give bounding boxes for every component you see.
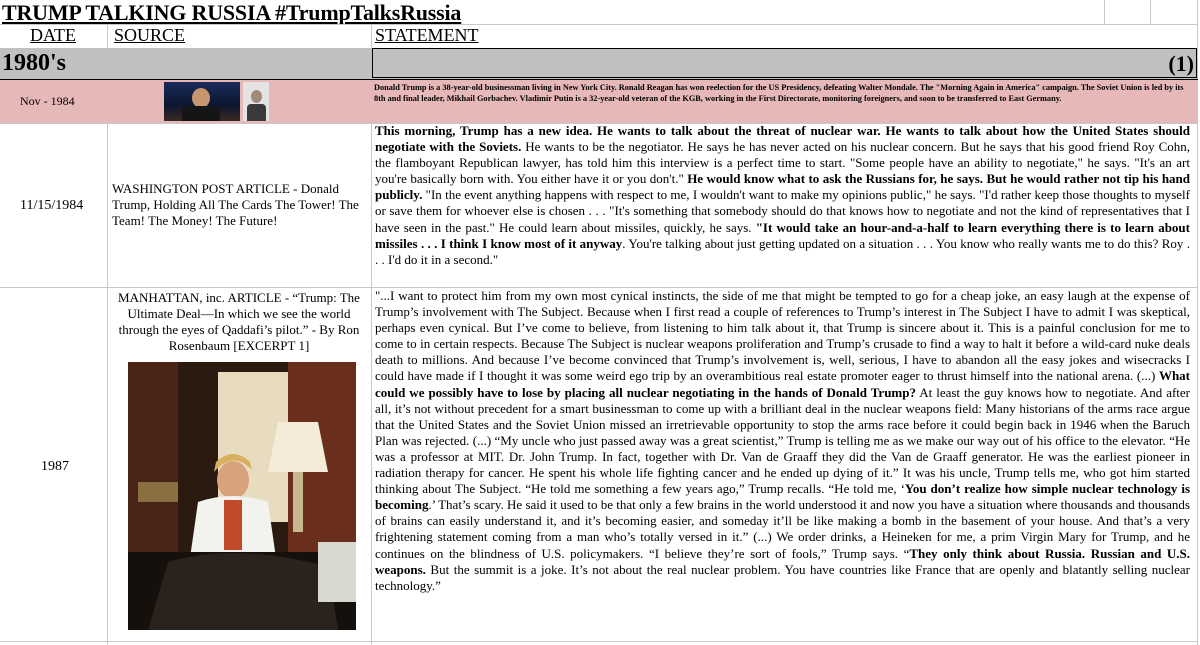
column-header-statement: STATEMENT bbox=[375, 25, 479, 45]
grid-line bbox=[1197, 0, 1198, 645]
decade-label: 1980's bbox=[2, 50, 67, 76]
statement-text: But the summit is a joke. It’s not about the real nuclear problem. You have countries like France that are openly and blatantly selling nuclear technology.” bbox=[375, 561, 1190, 593]
statement-emphasis: "It would take an hour-and-a-half to learn everything there is to learn about missiles . . . I think I know most of it anyway bbox=[375, 219, 1190, 251]
statement-text: He wants to be the negotiator. He says he has never acted on his nuclear concern. But he says that his good friend Roy Cohn, the flamboyant Republican lawyer, has told him this interview is a perfect time to start. "Some people have an ability to negotiate," he says. "It's an art you're basically born with. You either have it or you don't." bbox=[375, 139, 1190, 187]
statement-emphasis: You don’t realize how simple nuclear technology is becoming bbox=[375, 481, 1190, 513]
grid-line bbox=[1150, 0, 1151, 24]
statement-text: . You're talking about just getting updated on a situation . . . You know who really wants me to do this? Roy . . . I'd do it in a second." bbox=[375, 235, 1190, 267]
trump-1987-photo bbox=[128, 362, 356, 630]
putin-photo bbox=[243, 82, 269, 121]
context-text: Donald Trump is a 38-year-old businessman living in New York City. Ronald Reagan has won reelection for the US Presidency, defeating Walter Mondale. The "Morning Again in America" campaign. The Soviet Union is led by its 8th and final leader, Mikhail Gorbachev. Vladimir Putin is a 32-year-old veteran of the KGB, working in the First Directorate, monitoring foreigners, and soon to be transferred to East Germany. bbox=[374, 83, 1184, 104]
grid-line bbox=[371, 24, 372, 48]
statement-emphasis: He would know what to ask the Russians for, he says. But he would rather not tip his hand publicly. bbox=[375, 171, 1191, 203]
grid-line bbox=[0, 24, 1198, 25]
column-header-source: SOURCE bbox=[114, 25, 186, 45]
grid-line bbox=[107, 123, 108, 645]
statement-text: At least the guy knows how to negotiate. And after all, it’s not without precedent for a smart businessman to come up with a brilliant deal in the nuclear weapons field: Many historians of the arms race argue that the United States and the Soviet Union missed an irretrievable opportunity to stop the arms race before it could begin back in 1946 when the Baruch Plan was rejected. (...) “My uncle who just passed away was a great scientist,” Trump is telling me as we make our way out of his office to the elevator. “He was a professor at MIT. Dr. John Trump. In fact, together with Dr. Van de Graaff they did the Van de Graaff generator. He was the earliest pioneer in radiation therapy for cancer. He spent his whole life fighting cancer and he ended up dying of it.” It was his uncle, Trump tells me, who got him started thinking about The Subject. “He told me something a few years ago,” Trump recalls. “He told me, ‘ bbox=[375, 384, 1191, 497]
statement-emphasis: What could we possibly have to lose by placing all nuclear negotiating in the hands of Donald Trump? bbox=[375, 368, 1190, 400]
statement-emphasis: This morning, Trump has a new idea. He wants to talk about the threat of nuclear war. He wants to talk about how the United States should negotiate with the Soviets. bbox=[375, 123, 1190, 155]
grid-line bbox=[0, 641, 1198, 642]
statement-text: "In the event anything happens with respect to me, I wouldn't want to make my opinions public," he says. "I'd rather keep those thoughts to myself or save them for whoever else is chosen . . . "It's something that somebody should do that knows how to negotiate and not the kind of representatives that I have seen in the past." He could learn about missiles, quickly, he says. bbox=[375, 187, 1190, 235]
page-title: TRUMP TALKING RUSSIA #TrumpTalksRussia bbox=[2, 0, 462, 25]
entry-date: 11/15/1984 bbox=[20, 198, 84, 213]
entry-statement bbox=[375, 288, 1190, 594]
entry-date: 1987 bbox=[41, 459, 69, 474]
grid-line bbox=[371, 123, 372, 645]
decade-statement-cell bbox=[372, 48, 1197, 78]
grid-line bbox=[107, 24, 108, 48]
column-header-date: DATE bbox=[30, 25, 76, 45]
entry-source: MANHATTAN, inc. ARTICLE - “Trump: The Ultimate Deal—In which we see the world through the eyes of Qaddafi’s pilot.” - By Ron Rosenbaum [EXCERPT 1] bbox=[118, 290, 360, 353]
grid-line bbox=[1104, 0, 1105, 24]
trump-1984-photo bbox=[164, 82, 240, 121]
statement-emphasis: They only think about Russia. Russian and U.S. weapons. bbox=[375, 545, 1190, 577]
page-number: (1) bbox=[1168, 51, 1194, 76]
entry-statement bbox=[375, 123, 1190, 268]
statement-text: "...I want to protect him from my own most cynical instincts, the side of me that might be tempted to go for a cheap joke, an easy laugh at the expense of Trump’s involvement with The Subject. Because when I first read a couple of references to Trump’s interest in The Subject I have to admit I was skeptical, perhaps even cynical. But I’ve come to believe, from listening to him talk about it, that Trump is sincere about it. This is a painful conclusion for me to come to in certain respects. Because The Subject is nuclear weapons proliferation and Trump’s crusade to find a way to halt it before a wild-card nuke deals death to millions. And because I’ve become convinced that Trump’s involvement is, well, serious, I have to abandon all the easy jokes and wisecracks I could have made if I thought it was some weird ego trip by an overambitious real estate promoter eager to thrust himself into the national arena. (...) bbox=[375, 288, 1190, 384]
grid-line bbox=[0, 79, 1198, 80]
entry-source: WASHINGTON POST ARTICLE - Donald Trump, Holding All The Cards The Tower! The Team! The Money! The Future! bbox=[112, 181, 359, 228]
statement-text: .’ That’s scary. He said it used to be that only a few brains in the world understood it and now you have a situation where thousands and thousands of brains can easily understand it, and it’s becoming easier, and someday it’ll be like making a bomb in the basement of your house. And that’s a very frightening statement coming from a man who’s totally versed in it.” (...) We order drinks, a Heineken for me, a prim Virgin Mary for Trump, and he continues on the blindness of U.S. policymakers. “I believe they’re sort of fools,” Trump says. “ bbox=[375, 497, 1190, 561]
context-date: Nov - 1984 bbox=[20, 94, 75, 108]
